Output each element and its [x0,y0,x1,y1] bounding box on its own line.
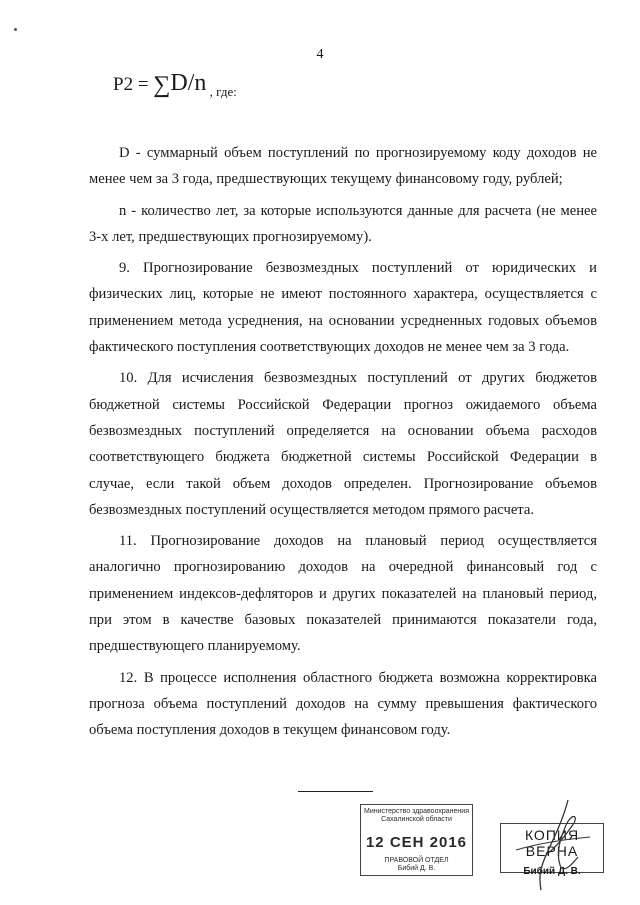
formula-sigma: ∑ [153,72,171,98]
handwritten-signature [508,795,598,895]
paragraph-12: 12. В процессе исполнения областного бюджета возможна корректировка прогноза объема поступлений доходов на сумму превышения фактического объема поступления доходов в текущем финансовом году. [89,669,597,739]
scan-dot [14,28,17,31]
formula-slash: / [187,70,195,96]
signature-divider [298,791,373,792]
registration-stamp [360,804,473,876]
stamp-region: Сахалинской области [381,816,452,823]
stamp-date: 12 СЕН 2016 [365,834,468,851]
paragraph-9: 9. Прогнозирование безвозмездных поступлений от юридических и физических лиц, которые не имеют постоянного характера, осуществляется с применением метода усреднения, на основании усредненных годовых объемов фактического поступления соответствующих доходов не менее чем за 3 года. [89,260,597,356]
formula-numerator: D [170,70,188,96]
copy-stamp-title: КОПИЯ ВЕРНА [524,827,580,859]
formula-where: , где: [206,84,237,99]
paragraph-11: 11. Прогнозирование доходов на плановый период осуществляется аналогично прогнозированию доходов на очередной финансовый год с применением индексов-дефляторов и других показателей на плановый период, при этом в качестве базовых показателей принимаются показатели года, предшествующего планируемому. [89,533,597,655]
paragraph-d-definition: D - суммарный объем поступлений по прогнозируемому коду доходов не менее чем за 3 года, предшествующих текущему финансовому году, рублей; [89,145,597,188]
formula [113,70,237,100]
paragraph-10: 10. Для исчисления безвозмездных поступлений от других бюджетов бюджетной системы Российской Федерации прогноз ожидаемого объема безвозмездных поступлений определяется на основании объема расходов соответствующего бюджета бюджетной системы Российской Федерации в случае, если такой объем доходов определен. Прогнозирование объемов безвозмездных поступлений осуществляется методом прямого расчета. [89,370,597,518]
formula-denominator: n [194,70,207,96]
paragraph-n-definition: n - количество лет, за которые используются данные для расчета (не менее 3-х лет, предшествующих прогнозируемому). [89,202,597,245]
document-body [89,140,597,749]
stamp-ministry: Министерство здравоохранения [364,808,469,815]
formula-lhs: P2 = [113,74,154,95]
stamp-officer: Бибий Д. В. [397,865,436,872]
stamp-department: ПРАВОВОЙ ОТДЕЛ [384,857,449,864]
copy-stamp-name: Бибий Д. В. [523,866,581,877]
page-number: 4 [316,47,324,62]
